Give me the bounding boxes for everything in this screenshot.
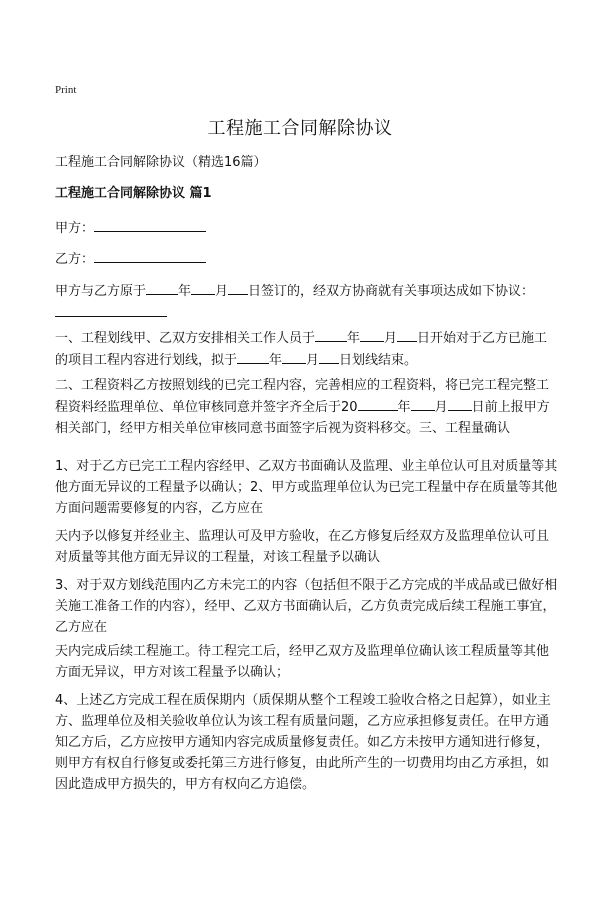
clause-2-text-2: 年 xyxy=(397,400,411,415)
clause-1-month-blank xyxy=(360,327,384,342)
clause-1-text-6: 月 xyxy=(306,353,320,368)
document-subtitle: 工程施工合同解除协议（精选16篇） xyxy=(55,155,267,170)
intro-text-4: 日签订的，经双方协商就有关事项达成如下协议： xyxy=(248,284,535,299)
clause-3-3-part-b: 天内完成后续工程施工。待工程完工后，经甲乙双方及监理单位确认该工程质量等其他方面无异议，甲方对该工程量予以确认； xyxy=(55,644,550,680)
intro-end-blank xyxy=(55,302,167,317)
clause-4: 4、上述乙方完成工程在质保期内（质保期从整个工程竣工验收合格之日起算），如业主方、监理单位及相关验收单位认为该工程有质量问题，乙方应承担修复责任。在甲方通知乙方后，乙方应按甲方通知内容完成质量修复责任。如乙方未按甲方通知进行修复，则甲方有权自行修复或委托第三方进行修复，由此所产生的一切费用均由乙方承担，如因此造成甲方损失的，甲方有权向乙方追偿。 xyxy=(55,693,551,792)
party-b-blank xyxy=(94,248,206,263)
document-title: 工程施工合同解除协议 xyxy=(207,118,393,139)
clause-1-end-day-blank xyxy=(319,349,339,364)
intro-text-1: 甲方与乙方原于 xyxy=(55,284,147,299)
intro-text-2: 年 xyxy=(178,284,192,299)
clause-1-end-year-blank xyxy=(237,349,269,364)
section-title: 工程施工合同解除协议 篇1 xyxy=(55,186,212,201)
clause-2-day-blank xyxy=(448,396,472,411)
clause-2-text-3: 月 xyxy=(434,400,448,415)
party-b-line xyxy=(55,248,560,270)
clause-1-end-month-blank xyxy=(282,349,306,364)
clause-1-text-5: 年 xyxy=(269,353,283,368)
party-a-blank xyxy=(94,217,206,232)
clause-3-1-part-b: 天内予以修复并经业主、监理认可及甲方验收，在乙方修复后经双方及监理单位认可且对质量等其他方面无异议的工程量，对该工程量予以确认 xyxy=(55,529,550,565)
clause-2-text-4: 日前上报甲方相关部门，经甲方相关单位审核同意书面签字后视为资料移交。三、工程量确认 xyxy=(55,400,550,436)
party-b-label: 乙方： xyxy=(55,252,95,267)
intro-paragraph xyxy=(55,280,560,324)
clause-1-text-7: 日划线结束。 xyxy=(339,353,418,368)
clause-1-day-blank xyxy=(397,327,417,342)
party-a-line xyxy=(55,217,560,239)
intro-day-blank xyxy=(228,280,248,295)
clause-2-text-1: 二、工程资料乙方按照划线的已完工程内容，完善相应的工程资料，将已完工程完整工程资料经监理单位、单位审核同意并签字齐全后于20 xyxy=(55,378,550,415)
party-a-label: 甲方： xyxy=(55,221,95,236)
clause-1-text-4: 日开始对于乙方已施工的项目工程内容进行划线，拟于 xyxy=(55,331,548,368)
clause-3-3-part-a: 3、对于双方划线范围内乙方未完工的内容（包括但不限于乙方完成的半成品或已做好相关施工准备工作的内容），经甲、乙双方书面确认后，乙方负责完成后续工程施工事宜，乙方应在 xyxy=(55,578,558,635)
clause-1-text-1: 一、工程划线甲、乙双方安排相关工作人员于 xyxy=(55,331,316,346)
clause-1-text-3: 月 xyxy=(384,331,398,346)
intro-year-blank xyxy=(146,280,178,295)
clause-2-month-blank xyxy=(411,396,435,411)
clause-3-1-part-a: 1、对于乙方已完工工程内容经甲、乙双方书面确认及监理、业主单位认可且对质量等其他方面无异议的工程量予以确认；2、甲方或监理单位认为已完工程量中存在质量等其他方面问题需要修复的内容，乙方应在 xyxy=(55,459,558,516)
clause-2-year-blank xyxy=(358,396,398,411)
clause-1-text-2: 年 xyxy=(347,331,361,346)
clause-1-year-blank xyxy=(315,327,347,342)
clause-2 xyxy=(55,375,560,439)
intro-month-blank xyxy=(191,280,215,295)
intro-text-3: 月 xyxy=(215,284,229,299)
print-label: Print xyxy=(55,84,77,96)
clause-1 xyxy=(55,327,560,371)
